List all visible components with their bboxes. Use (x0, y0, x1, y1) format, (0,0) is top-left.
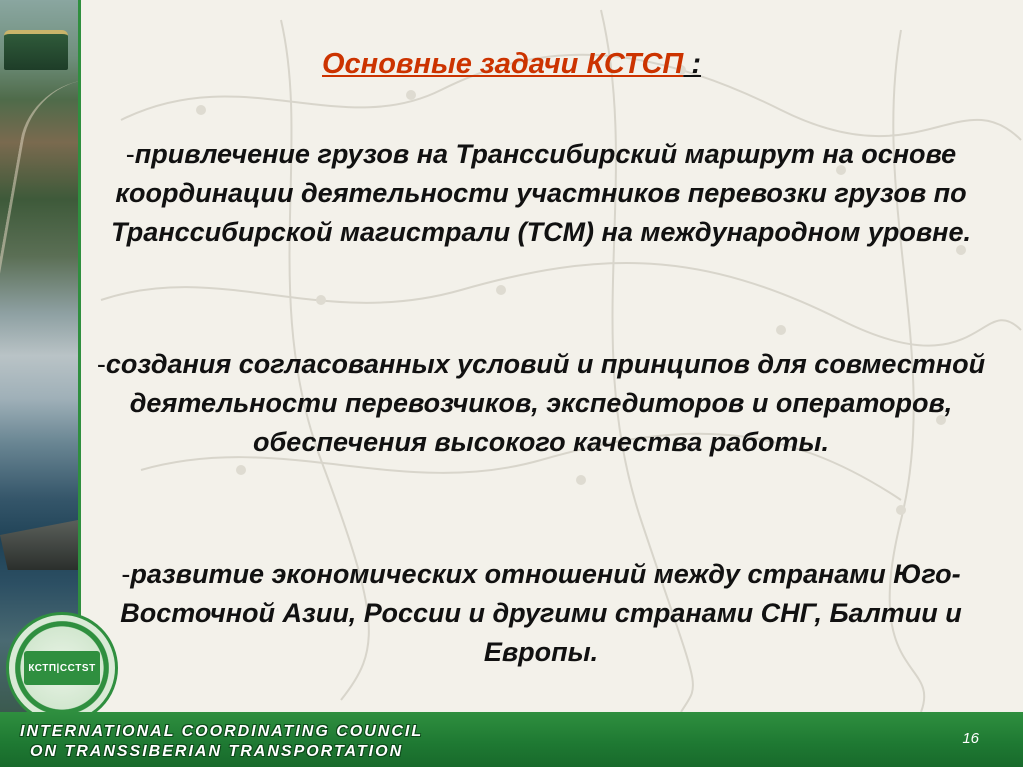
task-paragraph-2 (86, 345, 996, 462)
side-photo-strip (0, 0, 78, 712)
paragraph-text: развитие экономических отношений между странами Юго-Восточной Азии, России и другими странами СНГ, Балтии и Европы. (120, 559, 962, 667)
bullet-dash: - (96, 349, 106, 379)
paragraph-text: привлечение грузов на Транссибирский маршрут на основе координации деятельности участников перевозки грузов по Транссибирской магистрали (ТСМ) на международном уровне. (110, 139, 972, 247)
footer-org-name-line-2: ON TRANSSIBERIAN TRANSPORTATION (30, 743, 404, 760)
slide-title (0, 48, 1023, 81)
footer-bar (0, 712, 1023, 767)
council-logo (6, 612, 118, 724)
footer-org-name-line-1: INTERNATIONAL COORDINATING COUNCIL (20, 723, 424, 740)
task-paragraph-1 (86, 135, 996, 252)
globe-emblem-icon: КСТП|CCTST (24, 651, 100, 685)
page-number: 16 (962, 730, 979, 747)
bullet-dash: - (125, 139, 135, 169)
ship-image (0, 520, 78, 570)
bullet-dash: - (121, 559, 131, 589)
title-colon: : (683, 48, 701, 80)
railway-image (0, 80, 78, 320)
title-text: Основные задачи КСТСП (322, 48, 684, 80)
task-paragraph-3 (86, 555, 996, 672)
paragraph-text: создания согласованных условий и принципов для совместной деятельности перевозчиков, экспедиторов и операторов, обеспечения высокого качества работы. (105, 349, 986, 457)
